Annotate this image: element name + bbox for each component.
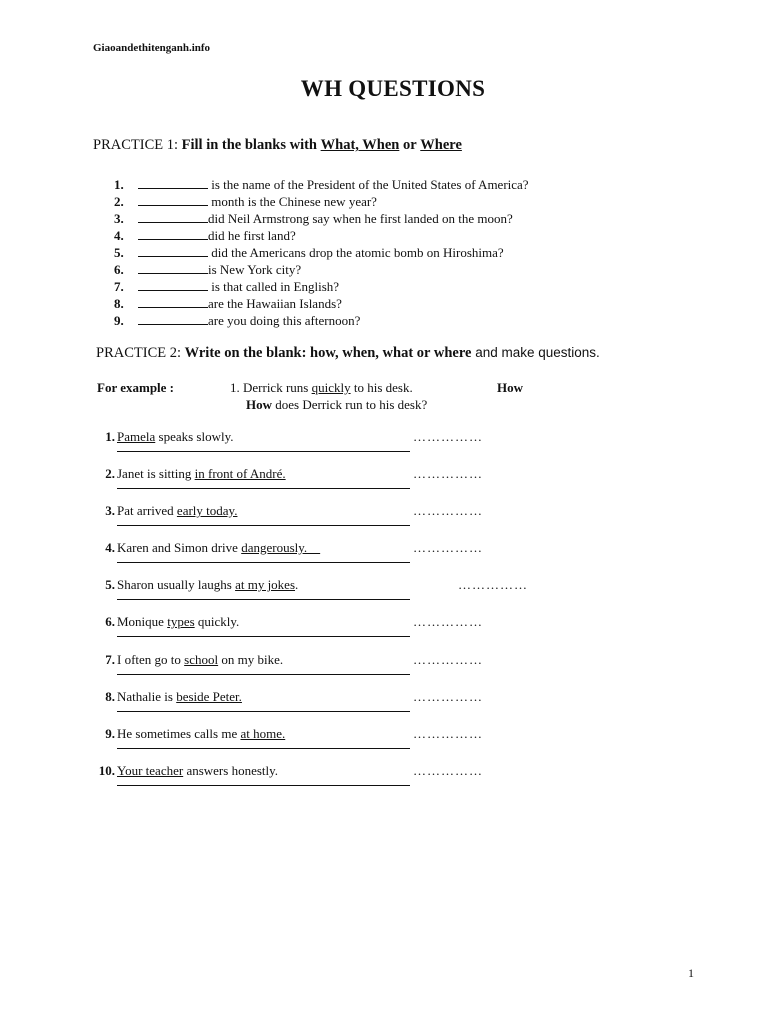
list-item — [114, 278, 529, 295]
item-text: did he first land? — [208, 228, 296, 243]
sentence-post: quickly. — [194, 614, 240, 629]
item-number: 1. — [114, 177, 124, 192]
exercise-sentence — [117, 577, 298, 593]
example-post: to his desk. — [350, 380, 413, 395]
practice1-option-where: Where — [420, 137, 462, 153]
sentence-underlined: in front of André. — [194, 466, 286, 481]
example-sentence — [230, 380, 413, 396]
exercise-number: 1. — [105, 429, 115, 444]
sentence-underlined: beside Peter. — [176, 689, 242, 704]
answer-line[interactable] — [117, 748, 410, 749]
fill-blank[interactable] — [138, 194, 208, 206]
example-question-word: How — [246, 397, 272, 412]
item-text: are the Hawaiian Islands? — [208, 296, 342, 311]
exercise-item — [93, 652, 553, 688]
sentence-post: on my bike. — [218, 652, 284, 667]
sentence-underlined: Your teacher — [117, 763, 184, 778]
item-text: month is the Chinese new year? — [208, 194, 377, 209]
answer-dots[interactable]: …………… — [413, 726, 483, 741]
example-underlined: quickly — [311, 380, 351, 395]
sentence-underlined: types — [167, 614, 195, 629]
item-text: did Neil Armstrong say when he first landed on the moon? — [208, 211, 513, 226]
item-number: 3. — [114, 211, 124, 226]
exercise-number: 10. — [98, 763, 115, 778]
exercise-item — [93, 614, 553, 650]
list-item — [114, 312, 529, 329]
fill-blank[interactable] — [138, 279, 208, 291]
item-text: did the Americans drop the atomic bomb on Hiroshima? — [208, 245, 504, 260]
exercise-sentence — [117, 466, 286, 482]
exercise-sentence — [117, 726, 285, 742]
example-label: For example : — [97, 380, 175, 395]
item-number: 9. — [114, 313, 124, 328]
exercise-number: 8. — [105, 689, 115, 704]
exercise-sentence — [117, 689, 242, 705]
practice1-or: or — [402, 137, 417, 153]
item-text: is the name of the President of the United States of America? — [208, 177, 529, 192]
example-answer: How — [497, 380, 523, 395]
item-number: 5. — [114, 245, 124, 260]
practice1-heading — [93, 137, 462, 154]
sentence-pre: Karen and Simon drive — [117, 540, 242, 555]
sentence-underlined: early today. — [176, 503, 238, 518]
exercise-item — [93, 429, 553, 465]
answer-line[interactable] — [117, 674, 410, 675]
fill-blank[interactable] — [138, 296, 208, 308]
exercise-number: 3. — [105, 503, 115, 518]
practice1-list — [114, 176, 529, 329]
answer-line[interactable] — [117, 711, 410, 712]
exercise-number: 9. — [105, 726, 115, 741]
sentence-post: answers honestly. — [183, 763, 279, 778]
answer-line[interactable] — [117, 451, 410, 452]
sentence-pre: Nathalie is — [117, 689, 177, 704]
answer-dots[interactable]: …………… — [413, 614, 483, 629]
list-item — [114, 210, 529, 227]
sentence-pre: I often go to — [117, 652, 185, 667]
item-text: is New York city? — [208, 262, 302, 277]
fill-blank[interactable] — [138, 211, 208, 223]
sentence-pre: Sharon usually laughs — [117, 577, 236, 592]
fill-blank[interactable] — [138, 245, 208, 257]
answer-dots[interactable]: …………… — [413, 466, 483, 481]
answer-dots[interactable]: …………… — [413, 540, 483, 555]
exercise-number: 7. — [105, 652, 115, 667]
sentence-pre: Janet is sitting — [117, 466, 195, 481]
page-title: WH QUESTIONS — [300, 76, 486, 101]
sentence-underlined: school — [184, 652, 219, 667]
answer-dots[interactable]: …………… — [413, 652, 483, 667]
practice2-heading — [96, 345, 600, 362]
exercise-number: 4. — [105, 540, 115, 555]
item-number: 8. — [114, 296, 124, 311]
sentence-post: . — [295, 577, 299, 592]
sentence-pre: Monique — [117, 614, 168, 629]
answer-line[interactable] — [117, 488, 410, 489]
list-item — [114, 295, 529, 312]
answer-line[interactable] — [117, 599, 410, 600]
sentence-underlined: dangerously. — [241, 540, 321, 555]
exercise-sentence — [117, 503, 237, 519]
exercise-item — [93, 503, 553, 539]
practice1-option-what-when: What, When — [320, 137, 400, 153]
item-text: are you doing this afternoon? — [208, 313, 361, 328]
practice2-suffix: and make questions. — [471, 345, 600, 360]
item-number: 7. — [114, 279, 124, 294]
sentence-underlined: at home. — [240, 726, 286, 741]
exercise-item — [93, 726, 553, 762]
practice1-instruction: Fill in the blanks with — [181, 137, 317, 153]
fill-blank[interactable] — [138, 262, 208, 274]
fill-blank[interactable] — [138, 313, 208, 325]
sentence-underlined: at my jokes — [235, 577, 296, 592]
answer-line[interactable] — [117, 562, 410, 563]
exercise-item — [93, 689, 553, 725]
answer-dots[interactable]: …………… — [413, 689, 483, 704]
list-item — [114, 227, 529, 244]
page-number: 1 — [688, 966, 694, 980]
practice1-label: PRACTICE 1: — [93, 137, 178, 153]
exercise-item — [93, 540, 553, 576]
sentence-post: speaks slowly. — [155, 429, 234, 444]
fill-blank[interactable] — [138, 177, 208, 189]
answer-line[interactable] — [117, 525, 410, 526]
list-item — [114, 244, 529, 261]
example-pre: 1. Derrick runs — [230, 380, 312, 395]
answer-dots[interactable]: …………… — [413, 429, 483, 444]
answer-line[interactable] — [117, 785, 410, 786]
exercise-item — [93, 763, 553, 799]
list-item — [114, 261, 529, 278]
list-item — [114, 176, 529, 193]
item-number: 2. — [114, 194, 124, 209]
practice2-label: PRACTICE 2: — [96, 345, 181, 361]
exercise-item — [93, 577, 553, 613]
exercise-sentence — [117, 429, 234, 445]
exercise-sentence — [117, 540, 320, 556]
example-question — [246, 397, 427, 413]
exercise-sentence — [117, 614, 239, 630]
answer-dots[interactable]: …………… — [413, 503, 483, 518]
sentence-underlined: Pamela — [117, 429, 156, 444]
exercise-item — [93, 466, 553, 502]
fill-blank[interactable] — [138, 228, 208, 240]
exercise-number: 2. — [105, 466, 115, 481]
exercise-sentence — [117, 652, 283, 668]
answer-dots[interactable]: …………… — [413, 763, 483, 778]
item-number: 6. — [114, 262, 124, 277]
item-text: is that called in English? — [208, 279, 340, 294]
practice2-instruction: Write on the blank: how, when, what or where — [184, 345, 472, 361]
item-number: 4. — [114, 228, 124, 243]
site-name: Giaoandethitenganh.info — [93, 42, 211, 54]
list-item — [114, 193, 529, 210]
answer-line[interactable] — [117, 636, 410, 637]
exercise-number: 5. — [105, 577, 115, 592]
example-question-rest: does Derrick run to his desk? — [272, 397, 428, 412]
answer-dots[interactable]: …………… — [458, 577, 528, 592]
sentence-pre: Pat arrived — [117, 503, 177, 518]
exercise-sentence — [117, 763, 278, 779]
exercise-number: 6. — [105, 614, 115, 629]
sentence-pre: He sometimes calls me — [117, 726, 241, 741]
